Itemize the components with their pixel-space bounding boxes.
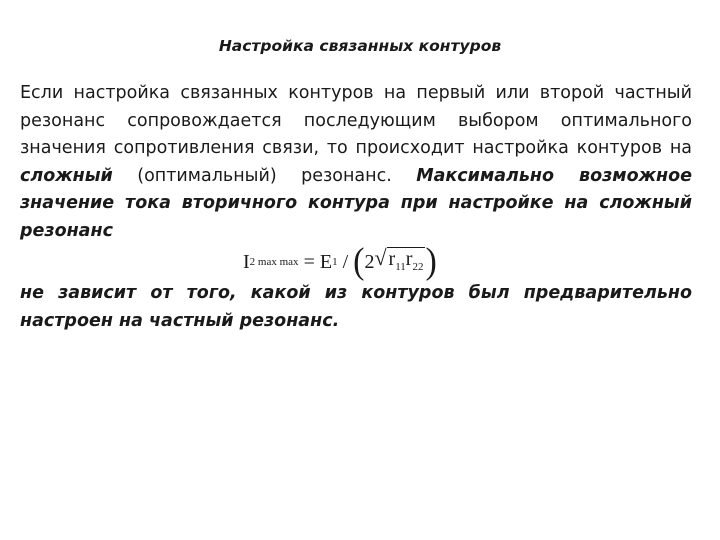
formula-eq: = E	[298, 250, 333, 273]
slide-title: Настройка связанных контуров	[218, 37, 502, 55]
formula-r2-sub: 22	[412, 260, 424, 273]
paragraph-text-2: (оптимальный) резонанс.	[112, 165, 417, 186]
emphasis-complex: сложный	[20, 165, 113, 186]
formula-r1: r	[388, 247, 396, 270]
paragraph-conclusion: не зависит от того, какой из контуров был предварительно настроен на частный резонанс.	[20, 283, 692, 331]
formula-sqrt	[374, 244, 425, 278]
formula-slash: /	[337, 250, 354, 273]
formula-r1-sub: 11	[395, 260, 406, 273]
formula-open-paren: (	[353, 241, 365, 282]
paragraph-text-1: Если настройка связанных контуров на первый или второй частный резонанс сопровождается последующим выбором оптимального значения сопротивления связи, то происходит настройка контуров на	[20, 83, 692, 158]
sqrt-icon: √	[374, 244, 387, 270]
formula-radicand	[387, 247, 426, 278]
formula-lhs: I	[243, 250, 250, 273]
formula-e-sub: 1	[332, 256, 338, 268]
formula-close-paren: )	[425, 241, 437, 282]
current-formula	[243, 241, 437, 282]
bold-italic-statement: Максимально возможное значение тока вторичного контура при настройке на сложный резонанс	[20, 165, 692, 241]
formula-r2: r	[405, 247, 413, 270]
paragraph-main	[20, 80, 692, 245]
formula-two: 2	[364, 250, 375, 273]
formula-lhs-sub: 2 max max	[249, 256, 299, 268]
